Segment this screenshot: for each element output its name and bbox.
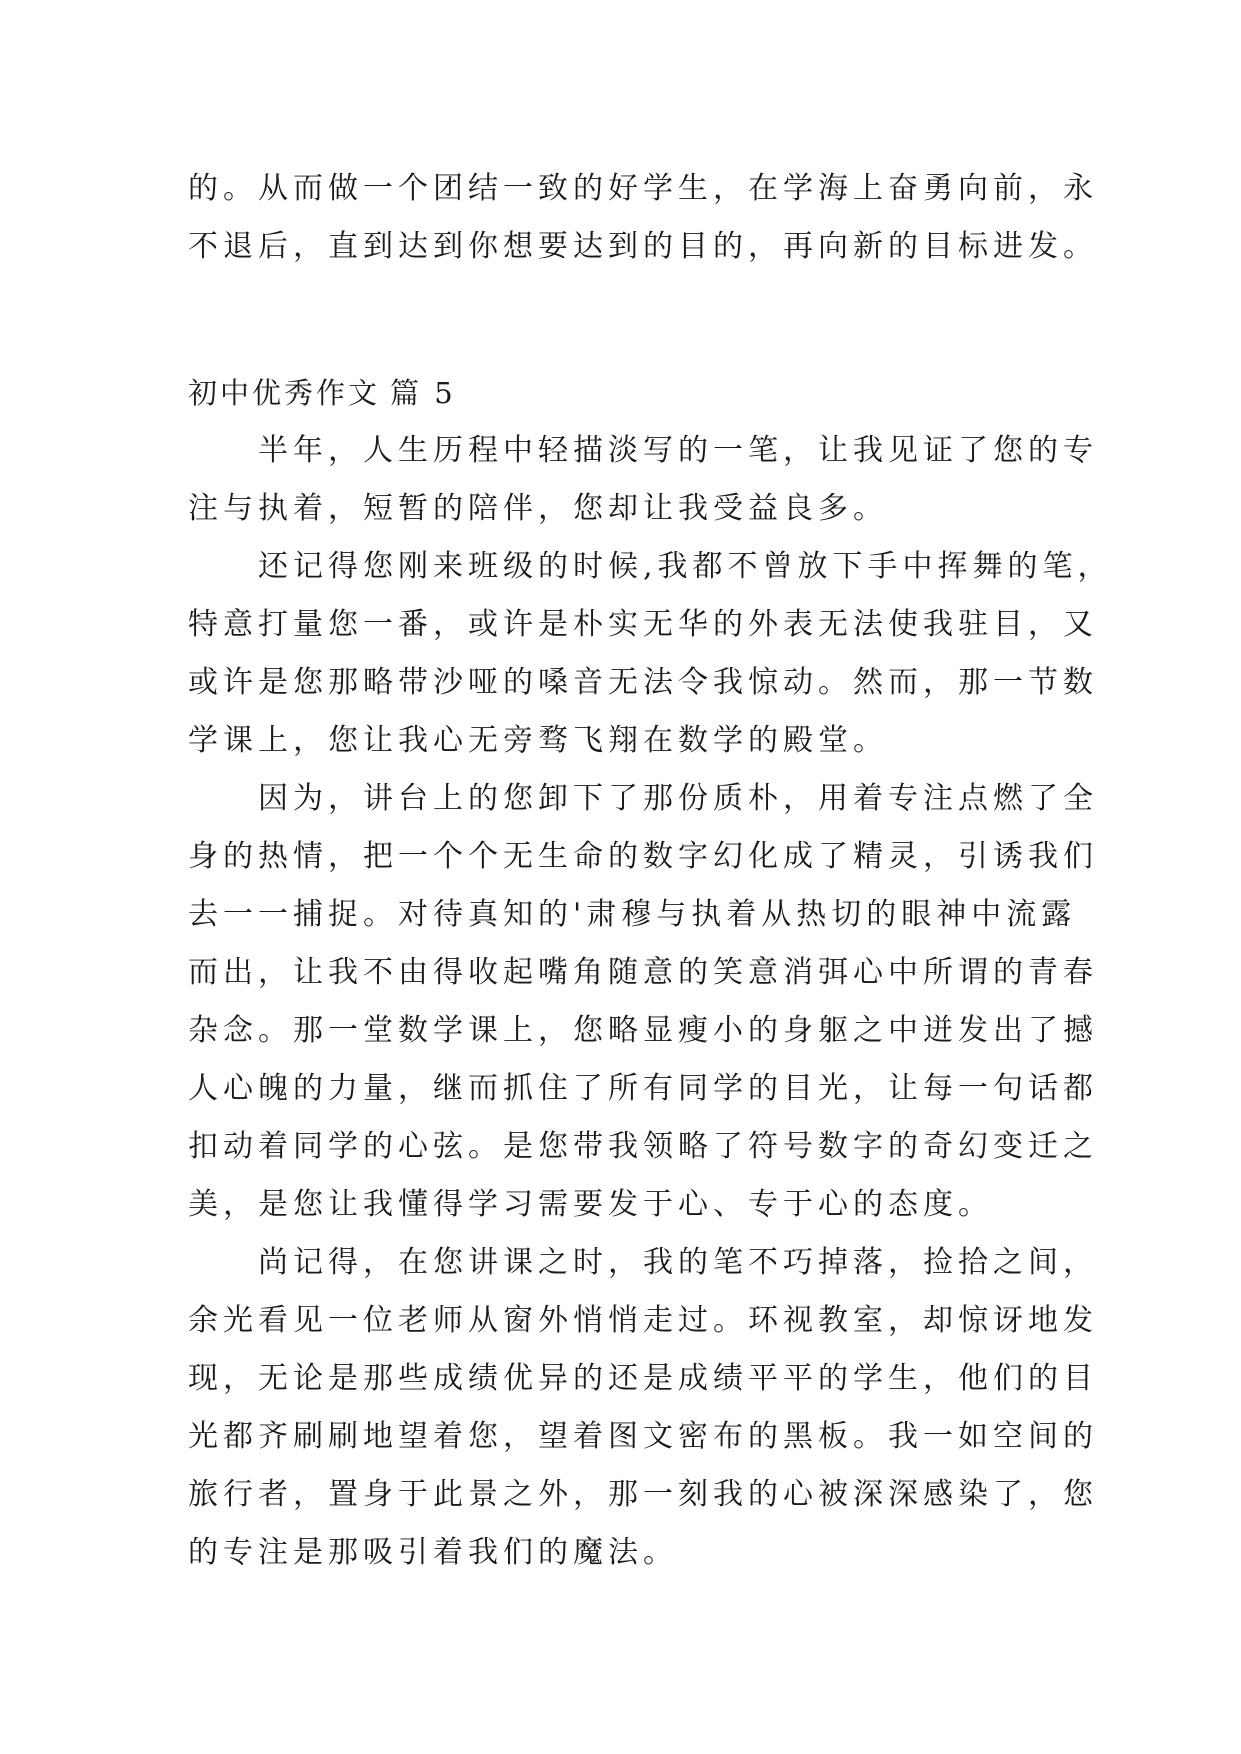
section-heading: [188, 364, 1058, 422]
paragraph-1: [188, 422, 1098, 538]
paragraph-3: [188, 770, 1098, 1234]
text-line: 因为，讲台上的您卸下了那份质朴，用着专注点燃了全: [258, 781, 1098, 816]
text-line: 人心魄的力量，继而抓住了所有同学的目光，让每一句话都: [188, 1071, 1098, 1106]
section-number: 篇 5: [390, 376, 456, 410]
section-title: 初中优秀作文: [188, 376, 381, 410]
text-line: 身的热情，把一个个无生命的数字幻化成了精灵，引诱我们: [188, 839, 1098, 874]
text-line: 杂念。那一堂数学课上，您略显瘦小的身躯之中迸发出了撼: [188, 1013, 1098, 1048]
text-line: 光都齐刷刷地望着您，望着图文密布的黑板。我一如空间的: [188, 1419, 1098, 1454]
text-line: 美，是您让我懂得学习需要发于心、专于心的态度。: [188, 1187, 993, 1222]
text-line: 的。从而做一个团结一致的好学生，在学海上奋勇向前，永: [188, 171, 1098, 206]
text-line: 不退后，直到达到你想要达到的目的，再向新的目标进发。: [188, 229, 1098, 264]
text-line: 特意打量您一番，或许是朴实无华的外表无法使我驻目，又: [188, 607, 1098, 642]
text-line: 尚记得，在您讲课之时，我的笔不巧掉落，捡拾之间，: [258, 1245, 1098, 1280]
text-line: 旅行者，置身于此景之外，那一刻我的心被深深感染了，您: [188, 1477, 1098, 1512]
text-line: 去一一捕捉。对待真知的'肃穆与执着从热切的眼神中流露: [188, 897, 1077, 932]
document-body: [188, 160, 1113, 1582]
paragraph-2: [188, 538, 1113, 770]
text-line: 的专注是那吸引着我们的魔法。: [188, 1535, 678, 1570]
text-line: 现，无论是那些成绩优异的还是成绩平平的学生，他们的目: [188, 1361, 1098, 1396]
text-line: 或许是您那略带沙哑的嗓音无法令我惊动。然而，那一节数: [188, 665, 1098, 700]
text-line: 而出，让我不由得收起嘴角随意的笑意消弭心中所谓的青春: [188, 955, 1098, 990]
paragraph-4: [188, 1234, 1098, 1582]
text-line: 半年，人生历程中轻描淡写的一笔，让我见证了您的专: [258, 433, 1098, 468]
text-line: 学课上，您让我心无旁骛飞翔在数学的殿堂。: [188, 723, 888, 758]
text-line: 注与执着，短暂的陪伴，您却让我受益良多。: [188, 491, 888, 526]
text-line: 余光看见一位老师从窗外悄悄走过。环视教室，却惊讶地发: [188, 1303, 1098, 1338]
section-gap: [188, 276, 1058, 364]
text-line: 还记得您刚来班级的时候,我都不曾放下手中挥舞的笔，: [258, 549, 1113, 584]
text-line: 扣动着同学的心弦。是您带我领略了符号数字的奇幻变迁之: [188, 1129, 1098, 1164]
continuation-paragraph: [188, 160, 1098, 276]
